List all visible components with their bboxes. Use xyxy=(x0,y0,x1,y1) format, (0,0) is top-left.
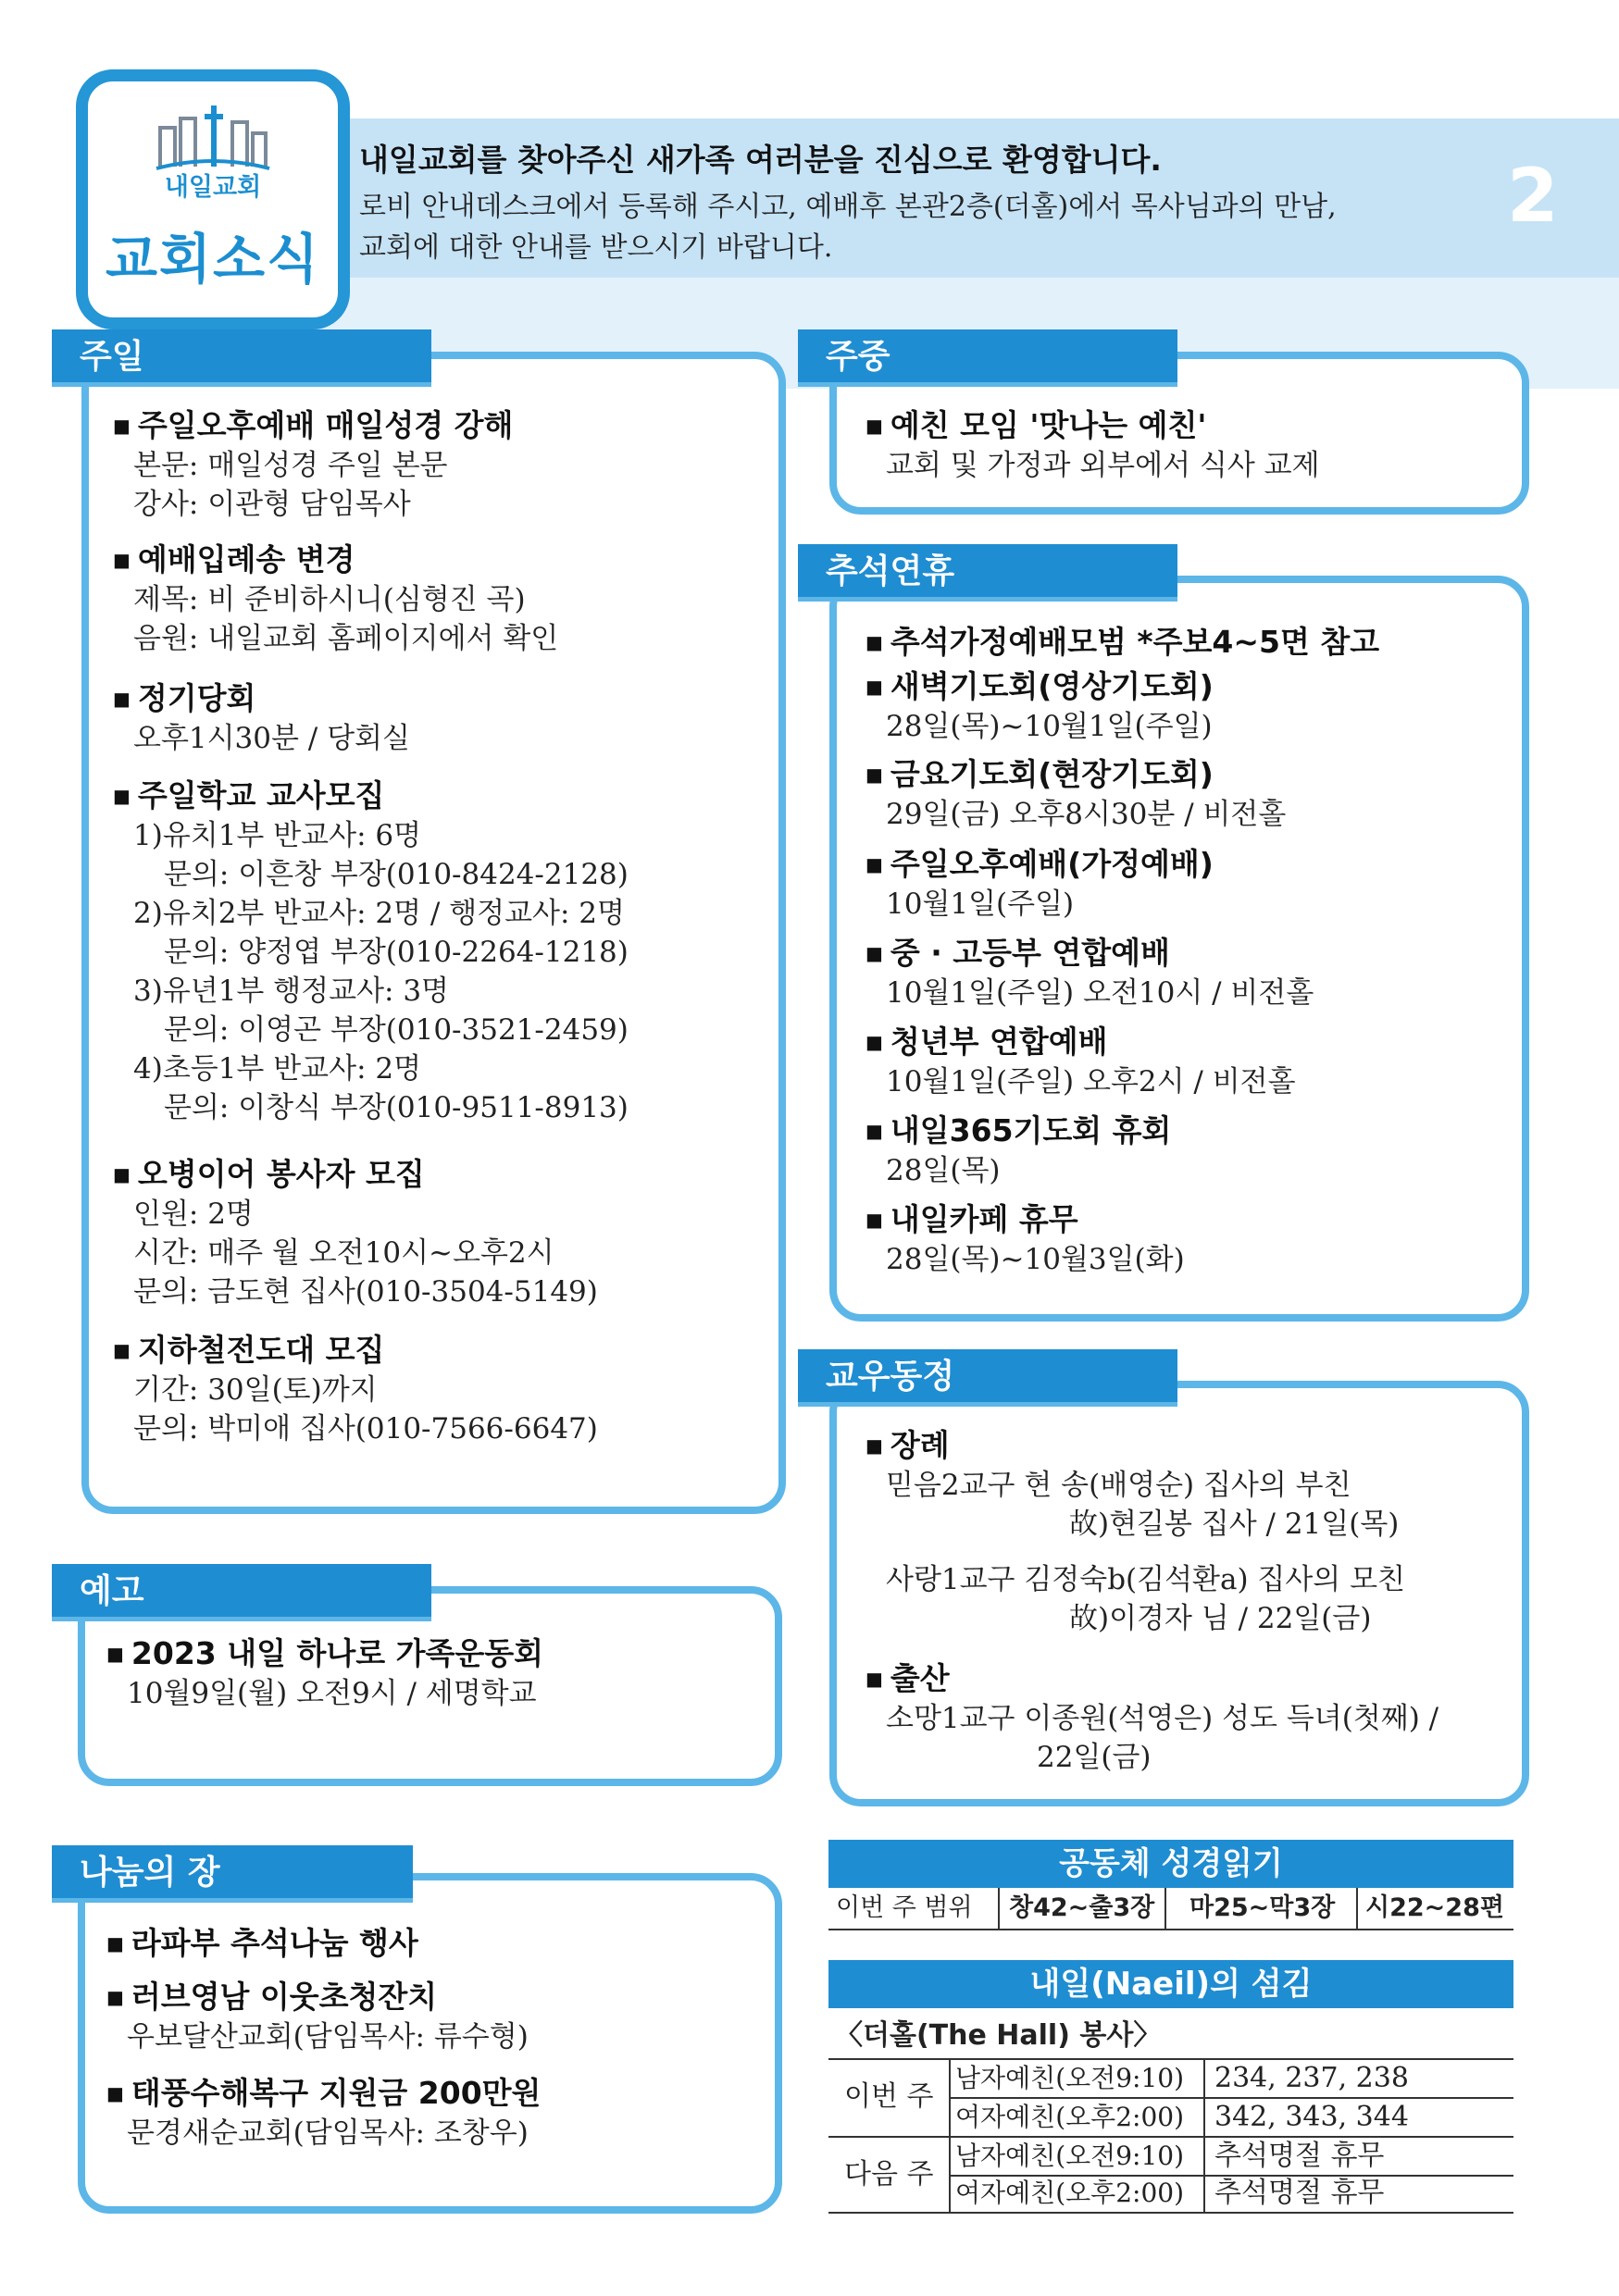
item-line: 故)이경자 님 / 22일(금) xyxy=(1069,1602,1372,1635)
table-rule xyxy=(949,2058,951,2212)
list-item: ■ 러브영남 이웃초청잔치 우보달산교회(담임목사: 류수형) xyxy=(106,1977,529,2056)
item-line: 기간: 30일(토)까지 xyxy=(133,1373,378,1407)
item-line: 10월1일(주일) 오전10시 / 비전홀 xyxy=(886,976,1314,1010)
bible-reading-title: 공동체 성경읽기 xyxy=(828,1840,1513,1888)
item-title: 지하철전도대 모집 xyxy=(137,1332,385,1368)
item-line: 교회 및 가정과 외부에서 식사 교제 xyxy=(886,449,1320,482)
sharing-tag: 나눔의 장 xyxy=(52,1845,413,1903)
service-value: 342, 343, 344 xyxy=(1214,2101,1409,2133)
item-line: 본문: 매일성경 주일 본문 xyxy=(133,449,448,482)
page-number: 2 xyxy=(1507,153,1559,239)
welcome-title: 내일교회를 찾아주신 새가족 여러분을 진심으로 환영합니다. xyxy=(359,142,1162,178)
bible-reading-label: 이번 주 범위 xyxy=(836,1893,973,1922)
item-title: 러브영남 이웃초청잔치 xyxy=(131,1979,438,2015)
item-title: 주일오후예배(가정예배) xyxy=(890,846,1214,882)
service-subtitle: 〈더홀(The Hall) 봉사〉 xyxy=(835,2019,1162,2052)
list-item: ■ 금요기도회(현장기도회) 29일(금) 오후8시30분 / 비전홀 xyxy=(866,754,1286,834)
list-item: ■ 새벽기도회(영상기도회) 28일(목)~10월1일(주일) xyxy=(866,666,1214,746)
item-title: 오병이어 봉사자 모집 xyxy=(137,1156,425,1192)
item-title: 출산 xyxy=(890,1660,950,1696)
church-logo-icon xyxy=(153,102,273,176)
item-line: 문의: 박미애 집사(010-7566-6647) xyxy=(133,1412,598,1446)
item-line: 1)유치1부 반교사: 6명 xyxy=(133,819,422,852)
item-title: 2023 내일 하나로 가족운동회 xyxy=(131,1635,543,1671)
item-line: 10월9일(월) 오전9시 / 세명학교 xyxy=(127,1677,537,1710)
list-item: ■ 태풍수해복구 지원금 200만원 문경새순교회(담임목사: 조창우) xyxy=(106,2073,541,2153)
item-title: 금요기도회(현장기도회) xyxy=(890,756,1214,792)
service-group: 여자예친(오후2:00) xyxy=(955,2178,1185,2208)
item-title: 주일오후예배 매일성경 강해 xyxy=(137,407,514,443)
item-line: 제목: 비 준비하시니(심형진 곡) xyxy=(133,583,526,616)
item-title: 예친 모임 '맛나는 예친' xyxy=(890,407,1207,443)
item-title: 새벽기도회(영상기도회) xyxy=(890,668,1214,704)
item-title: 주일학교 교사모집 xyxy=(137,777,385,813)
item-title: 장례 xyxy=(890,1427,950,1463)
list-item: ■ 추석가정예배모범 *주보4~5면 참고 xyxy=(866,624,1380,660)
service-group: 여자예친(오후2:00) xyxy=(955,2102,1185,2132)
list-item: ■ 장례 믿음2교구 현 송(배영순) 집사의 부친 故)현길봉 집사 / 21일(목) 사랑1교구 김정숙b(김석환a) 집사의 모친 故)이경자 님 / 22일(금) xyxy=(866,1425,1405,1638)
item-line: 故)현길봉 집사 / 21일(목) xyxy=(1069,1508,1400,1541)
item-line: 인원: 2명 xyxy=(133,1198,254,1231)
service-week: 다음 주 xyxy=(844,2158,934,2191)
notice-tag: 예고 xyxy=(52,1564,431,1621)
list-item: ■ 예배입례송 변경 제목: 비 준비하시니(심형진 곡) 음원: 내일교회 홈페이지에서 확인 xyxy=(113,540,558,658)
service-week: 이번 주 xyxy=(844,2080,934,2113)
item-line: 우보달산교회(담임목사: 류수형) xyxy=(127,2020,529,2054)
service-group: 남자예친(오전9:10) xyxy=(955,2141,1185,2171)
table-rule xyxy=(828,2212,1513,2214)
list-item: ■ 주일오후예배(가정예배) 10월1일(주일) xyxy=(866,844,1214,924)
item-line: 문의: 양정엽 부장(010-2264-1218) xyxy=(164,936,629,969)
item-title: 청년부 연합예배 xyxy=(890,1024,1108,1060)
item-line: 3)유년1부 행정교사: 3명 xyxy=(133,974,449,1008)
item-line: 28일(목) xyxy=(886,1154,1001,1187)
item-line: 28일(목)~10월3일(화) xyxy=(886,1243,1185,1276)
item-line: 시간: 매주 월 오전10시~오후2시 xyxy=(133,1236,554,1270)
welcome-line: 로비 안내데스크에서 등록해 주시고, 예배후 본관2층(더홀)에서 목사님과의 만남, xyxy=(359,191,1337,223)
table-rule xyxy=(828,1929,1513,1930)
item-line: 문의: 금도현 집사(010-3504-5149) xyxy=(133,1275,598,1309)
list-item: ■ 오병이어 봉사자 모집 인원: 2명 시간: 매주 월 오전10시~오후2시 문의: 금도현 집사(010-3504-5149) xyxy=(113,1154,598,1311)
item-line: 믿음2교구 현 송(배영순) 집사의 부친 xyxy=(886,1469,1351,1502)
list-item: ■ 지하철전도대 모집 기간: 30일(토)까지 문의: 박미애 집사(010-7566-6647) xyxy=(113,1330,598,1448)
service-title: 내일(Naeil)의 섬김 xyxy=(828,1960,1513,2008)
item-line: 2)유치2부 반교사: 2명 / 행정교사: 2명 xyxy=(133,897,625,930)
item-line: 문경새순교회(담임목사: 조창우) xyxy=(127,2116,529,2150)
list-item: ■ 청년부 연합예배 10월1일(주일) 오후2시 / 비전홀 xyxy=(866,1022,1296,1101)
item-line: 문의: 이창식 부장(010-9511-8913) xyxy=(164,1091,629,1124)
bible-range: 마25~막3장 xyxy=(1189,1893,1336,1922)
service-value: 추석명절 휴무 xyxy=(1214,2177,1385,2209)
list-item: ■ 내일365기도회 휴회 28일(목) xyxy=(866,1111,1171,1190)
service-value: 추석명절 휴무 xyxy=(1214,2140,1385,2172)
table-rule xyxy=(1356,1888,1358,1929)
table-rule xyxy=(1164,1888,1166,1929)
item-title: 예배입례송 변경 xyxy=(137,541,355,577)
item-line: 문의: 이영곤 부장(010-3521-2459) xyxy=(164,1013,629,1047)
item-title: 정기당회 xyxy=(137,680,256,716)
bible-range: 창42~출3장 xyxy=(1009,1893,1155,1922)
sunday-tag: 주일 xyxy=(52,329,431,387)
list-item: ■ 내일카페 휴무 28일(목)~10월3일(화) xyxy=(866,1199,1185,1279)
list-item: ■ 정기당회 오후1시30분 / 당회실 xyxy=(113,678,410,758)
item-line: 문의: 이흔창 부장(010-8424-2128) xyxy=(164,858,629,891)
list-item: ■ 주일학교 교사모집 1)유치1부 반교사: 6명 문의: 이흔창 부장(010-8424-2128) 2)유치2부 반교사: 2명 / 행정교사: 2명 문의: 양정엽 부장(010-2264-1218) 3)유년1부 행정교사: 3명 문의: 이영곤 부장(010-3521-2459) 4)초등1부 반교사: 2명 문의: 이창식 부장(010-9511-8913) xyxy=(113,776,629,1127)
list-item: ■ 주일오후예배 매일성경 강해 본문: 매일성경 주일 본문 강사: 이관형 담임목사 xyxy=(113,405,513,524)
item-title: 태풍수해복구 지원금 200만원 xyxy=(131,2075,542,2111)
item-line: 강사: 이관형 담임목사 xyxy=(133,488,411,521)
service-value: 234, 237, 238 xyxy=(1214,2062,1409,2094)
members-tag: 교우동정 xyxy=(798,1349,1177,1407)
item-title: 추석가정예배모범 *주보4~5면 참고 xyxy=(890,624,1380,660)
list-item: ■ 예친 모임 '맛나는 예친' 교회 및 가정과 외부에서 식사 교제 xyxy=(866,405,1320,485)
item-title: 중 · 고등부 연합예배 xyxy=(890,935,1170,971)
table-rule xyxy=(998,1888,1000,1929)
item-line: 소망1교구 이종원(석영은) 성도 득녀(첫째) / xyxy=(886,1702,1439,1735)
list-item: ■ 출산 소망1교구 이종원(석영은) 성도 득녀(첫째) / 22일(금) xyxy=(866,1658,1438,1777)
table-rule xyxy=(1203,2058,1205,2212)
list-item: ■ 중 · 고등부 연합예배 10월1일(주일) 오전10시 / 비전홀 xyxy=(866,933,1314,1012)
page-title: 교회소식 xyxy=(105,228,321,291)
item-line: 28일(목)~10월1일(주일) xyxy=(886,710,1213,743)
church-logo-box xyxy=(76,69,350,329)
item-line: 29일(금) 오후8시30분 / 비전홀 xyxy=(886,798,1287,831)
item-title: 내일365기도회 휴회 xyxy=(890,1112,1172,1148)
item-line: 22일(금) xyxy=(1037,1741,1152,1774)
item-line: 10월1일(주일) xyxy=(886,887,1075,921)
service-group: 남자예친(오전9:10) xyxy=(955,2063,1185,2093)
item-line: 10월1일(주일) 오후2시 / 비전홀 xyxy=(886,1065,1296,1098)
item-line: 사랑1교구 김정숙b(김석환a) 집사의 모친 xyxy=(886,1563,1405,1596)
chuseok-tag: 추석연휴 xyxy=(798,544,1177,602)
church-name: 내일교회 xyxy=(164,173,262,202)
item-line: 4)초등1부 반교사: 2명 xyxy=(133,1052,422,1086)
item-title: 내일카페 휴무 xyxy=(890,1201,1078,1237)
welcome-line: 교회에 대한 안내를 받으시기 바랍니다. xyxy=(359,231,833,264)
item-line: 오후1시30분 / 당회실 xyxy=(133,722,410,755)
list-item: ■ 2023 내일 하나로 가족운동회 10월9일(월) 오전9시 / 세명학교 xyxy=(106,1633,543,1713)
item-line: 음원: 내일교회 홈페이지에서 확인 xyxy=(133,622,559,655)
weekday-tag: 주중 xyxy=(798,329,1177,387)
list-item: ■ 라파부 추석나눔 행사 xyxy=(106,1925,418,1961)
item-title: 라파부 추석나눔 행사 xyxy=(131,1925,418,1961)
bible-range: 시22~28편 xyxy=(1365,1893,1504,1922)
